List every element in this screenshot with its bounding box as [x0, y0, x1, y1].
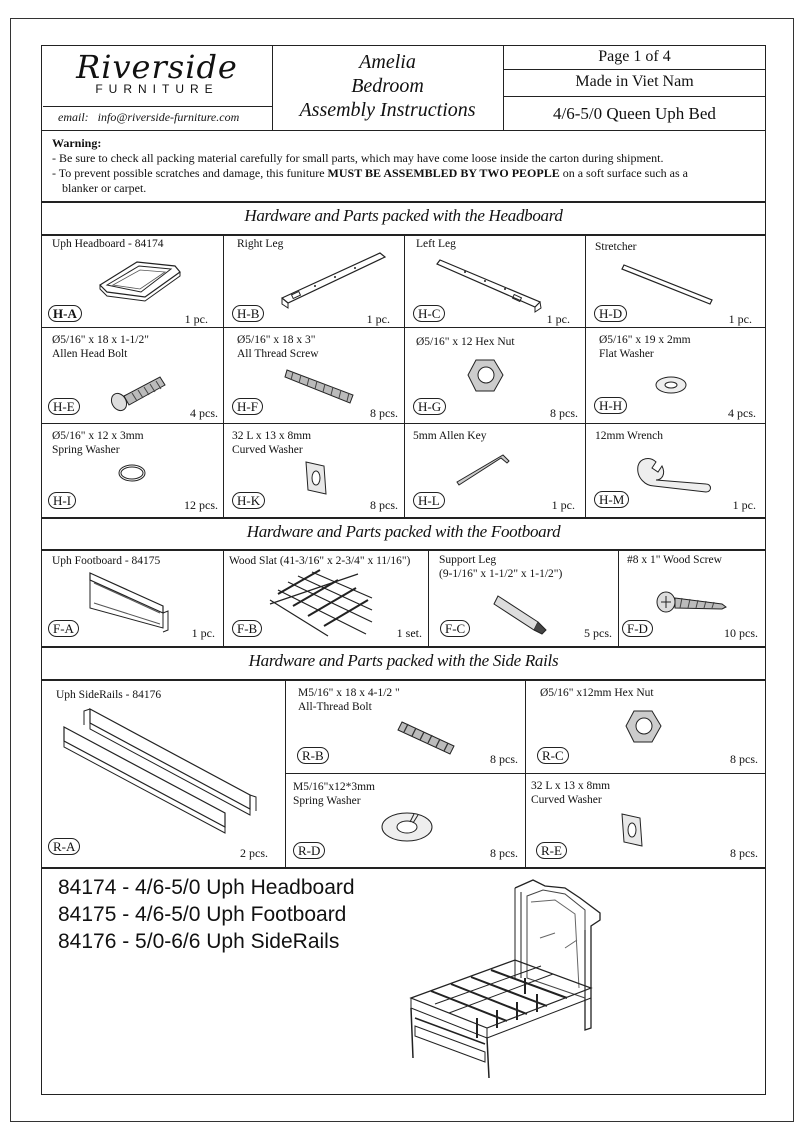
- part-name: Ø5/16" x12mm Hex Nut: [540, 687, 654, 699]
- part-code: H-F: [232, 398, 263, 415]
- support-leg-illustration: [494, 590, 554, 635]
- product-name: 4/6-5/0 Queen Uph Bed: [553, 104, 716, 123]
- part-code-wrap: [293, 842, 325, 860]
- part-qty: 8 pcs.: [490, 846, 518, 860]
- part-qty: 8 pcs.: [550, 406, 578, 420]
- part-qty: 1 pc.: [191, 626, 215, 640]
- section-headboard: Hardware and Parts packed with the Headboard: [244, 206, 563, 225]
- rule: [42, 867, 765, 869]
- part-qty: 8 pcs.: [490, 752, 518, 766]
- email-label: email:: [58, 110, 89, 124]
- title-line2: Bedroom: [351, 75, 424, 97]
- part-type: Curved Washer: [531, 794, 602, 806]
- warning-text: - To prevent possible scratches and damage, this funiture: [52, 166, 328, 180]
- part-type: All-Thread Bolt: [298, 701, 372, 713]
- part-code: H-C: [413, 305, 445, 322]
- part-qty: 1 pc.: [732, 498, 756, 512]
- part-size: Ø5/16" x 19 x 2mm: [599, 334, 691, 346]
- part-name: Uph Headboard - 84174: [52, 238, 164, 250]
- part-type: Allen Head Bolt: [52, 348, 128, 360]
- part-qty: 8 pcs.: [730, 752, 758, 766]
- part-size: Support Leg: [439, 554, 497, 566]
- rule: [618, 550, 619, 646]
- document-title: [272, 50, 503, 122]
- part-code-wrap: [48, 492, 76, 510]
- part-code: F-C: [440, 620, 470, 637]
- part-type: All Thread Screw: [237, 348, 319, 360]
- part-qty: 8 pcs.: [370, 498, 398, 512]
- headboard-illustration: [95, 252, 185, 307]
- part-qty: 1 pc.: [184, 312, 208, 326]
- email-line: [58, 110, 239, 125]
- page-number: Page 1 of 4: [598, 48, 671, 65]
- part-name: Right Leg: [237, 238, 284, 250]
- logo-subtitle: FURNITURE: [95, 82, 219, 96]
- part-code: R-E: [536, 842, 567, 859]
- part-code-wrap: [232, 398, 263, 416]
- hex-nut-illustration: [466, 357, 506, 397]
- part-code-wrap: [413, 492, 445, 510]
- part-size: Ø5/16" x 18 x 3": [237, 334, 316, 346]
- part-size: 32 L x 13 x 8mm: [232, 430, 312, 442]
- part-qty: 4 pcs.: [190, 406, 218, 420]
- warning-emphasis: MUST BE ASSEMBLED BY TWO PEOPLE: [327, 166, 560, 180]
- curved-washer-illustration: [302, 460, 332, 498]
- rule: [42, 549, 765, 551]
- warning-block: [52, 136, 757, 196]
- rule: [286, 773, 765, 774]
- header-bottom-rule: [42, 130, 765, 131]
- part-code-wrap: [413, 398, 446, 416]
- part-qty: 8 pcs.: [370, 406, 398, 420]
- part-name: [237, 333, 319, 361]
- model-footboard: 84175 - 4/6-5/0 Uph Footboard: [58, 903, 347, 926]
- thread-screw-illustration: [285, 365, 360, 405]
- wood-screw-illustration: [656, 590, 731, 620]
- part-code-wrap: [297, 747, 329, 765]
- origin: Made in Viet Nam: [575, 73, 694, 90]
- header-divider: [504, 96, 765, 97]
- rule: [42, 679, 765, 681]
- part-qty: 4 pcs.: [728, 406, 756, 420]
- part-code-wrap: [48, 305, 82, 323]
- warning-line3: blanker or carpet.: [62, 181, 147, 195]
- rule: [42, 517, 765, 519]
- part-code-wrap: [232, 492, 265, 510]
- part-name: [439, 553, 562, 581]
- warning-line1: - Be sure to check all packing material carefully for small parts, which may have come loose inside the carton during shipment.: [52, 151, 664, 165]
- part-name: #8 x 1" Wood Screw: [627, 554, 722, 566]
- left-leg-illustration: [435, 252, 550, 312]
- part-qty: 1 pc.: [366, 312, 390, 326]
- part-code: F-D: [622, 620, 653, 637]
- rule: [585, 235, 586, 517]
- rule: [42, 201, 765, 203]
- part-code-wrap: [594, 397, 627, 415]
- part-qty: 1 pc.: [546, 312, 570, 326]
- part-code: F-B: [232, 620, 262, 637]
- wrench-illustration: [636, 456, 716, 496]
- part-code-wrap: [232, 620, 262, 638]
- part-code: H-E: [48, 398, 80, 415]
- part-code: H-H: [594, 397, 627, 414]
- part-code: R-C: [537, 747, 569, 764]
- logo-divider: [43, 106, 272, 107]
- part-name: Ø5/16" x 12 Hex Nut: [416, 336, 515, 348]
- part-code: H-K: [232, 492, 265, 509]
- part-qty: 5 pcs.: [584, 626, 612, 640]
- part-code-wrap: [594, 305, 627, 323]
- part-code: R-B: [297, 747, 329, 764]
- logo-word: Riverside: [76, 48, 238, 86]
- part-code-wrap: [536, 842, 567, 860]
- part-code: H-A: [48, 305, 82, 322]
- rule: [428, 550, 429, 646]
- warning-line2: [52, 166, 757, 181]
- part-type: Spring Washer: [52, 444, 120, 456]
- part-code-wrap: [48, 398, 80, 416]
- part-qty: 2 pcs.: [240, 846, 268, 860]
- part-type: Flat Washer: [599, 348, 654, 360]
- spring-washer-illustration: [380, 810, 435, 845]
- part-qty: 1 pc.: [728, 312, 752, 326]
- rule: [42, 646, 765, 648]
- title-line3: Assembly Instructions: [299, 99, 476, 121]
- part-code-wrap: [48, 838, 80, 856]
- hex-nut-illustration: [624, 708, 664, 748]
- warning-title: Warning:: [52, 136, 102, 150]
- part-code: F-A: [48, 620, 79, 637]
- model-siderails: 84176 - 5/0-6/6 Uph SideRails: [58, 930, 340, 953]
- part-code: H-M: [594, 491, 629, 508]
- section-siderails: Hardware and Parts packed with the Side Rails: [248, 651, 559, 670]
- part-code-wrap: [413, 305, 445, 323]
- part-name: [232, 429, 311, 457]
- part-code: H-I: [48, 492, 76, 509]
- part-name: [52, 333, 149, 361]
- part-code: R-A: [48, 838, 80, 855]
- part-name: [531, 779, 610, 807]
- part-qty: 10 pcs.: [724, 626, 758, 640]
- part-name: 5mm Allen Key: [413, 430, 487, 442]
- part-name: [298, 686, 400, 714]
- email-address[interactable]: info@riverside-furniture.com: [97, 110, 240, 124]
- rule: [223, 235, 224, 517]
- part-code-wrap: [440, 620, 470, 638]
- part-code-wrap: [622, 620, 653, 638]
- part-type: Curved Washer: [232, 444, 303, 456]
- part-qty: 8 pcs.: [730, 846, 758, 860]
- footboard-illustration: [88, 568, 173, 633]
- header-divider: [504, 69, 765, 70]
- part-code: H-D: [594, 305, 627, 322]
- siderails-illustration: [60, 705, 265, 835]
- rule: [404, 235, 405, 517]
- model-list: [58, 874, 355, 955]
- part-name: Stretcher: [595, 241, 637, 253]
- logo: [42, 48, 272, 96]
- part-code-wrap: [48, 620, 79, 638]
- flat-washer-illustration: [655, 375, 689, 395]
- part-code: H-B: [232, 305, 264, 322]
- warning-text: on a soft surface such as a: [559, 166, 688, 180]
- part-name: [599, 333, 691, 361]
- part-type: Spring Washer: [293, 795, 361, 807]
- spring-washer-illustration: [118, 463, 148, 483]
- part-name: [52, 429, 144, 457]
- part-name: 12mm Wrench: [595, 430, 663, 442]
- part-code: H-G: [413, 398, 446, 415]
- part-size: M5/16"x12*3mm: [293, 781, 376, 793]
- part-code-wrap: [537, 747, 569, 765]
- assembled-bed-illustration: [405, 878, 610, 1083]
- part-name: [293, 780, 375, 808]
- part-code-wrap: [232, 305, 264, 323]
- model-headboard: 84174 - 4/6-5/0 Uph Headboard: [58, 876, 355, 899]
- part-size: Ø5/16" x 12 x 3mm: [52, 430, 144, 442]
- part-type: (9-1/16" x 1-1/2" x 1-1/2"): [439, 568, 563, 580]
- stretcher-illustration: [622, 262, 717, 307]
- part-qty: 1 set.: [396, 626, 422, 640]
- allen-key-illustration: [455, 447, 515, 487]
- right-leg-illustration: [280, 248, 390, 308]
- rule: [223, 550, 224, 646]
- part-size: Ø5/16" x 18 x 1-1/2": [52, 334, 149, 346]
- part-name: Left Leg: [416, 238, 456, 250]
- part-qty: 12 pcs.: [184, 498, 218, 512]
- part-qty: 1 pc.: [551, 498, 575, 512]
- title-line1: Amelia: [359, 51, 416, 73]
- curved-washer-illustration: [618, 812, 648, 850]
- part-code: H-L: [413, 492, 445, 509]
- part-code-wrap: [594, 491, 629, 509]
- part-name: Uph SideRails - 84176: [56, 689, 162, 701]
- part-name: Wood Slat (41-3/16" x 2-3/4" x 11/16"): [229, 555, 411, 567]
- part-code: R-D: [293, 842, 325, 859]
- section-footboard: Hardware and Parts packed with the Footboard: [246, 522, 561, 541]
- part-size: M5/16" x 18 x 4-1/2 ": [298, 687, 400, 699]
- part-size: 32 L x 13 x 8mm: [531, 780, 611, 792]
- part-name: Uph Footboard - 84175: [52, 555, 161, 567]
